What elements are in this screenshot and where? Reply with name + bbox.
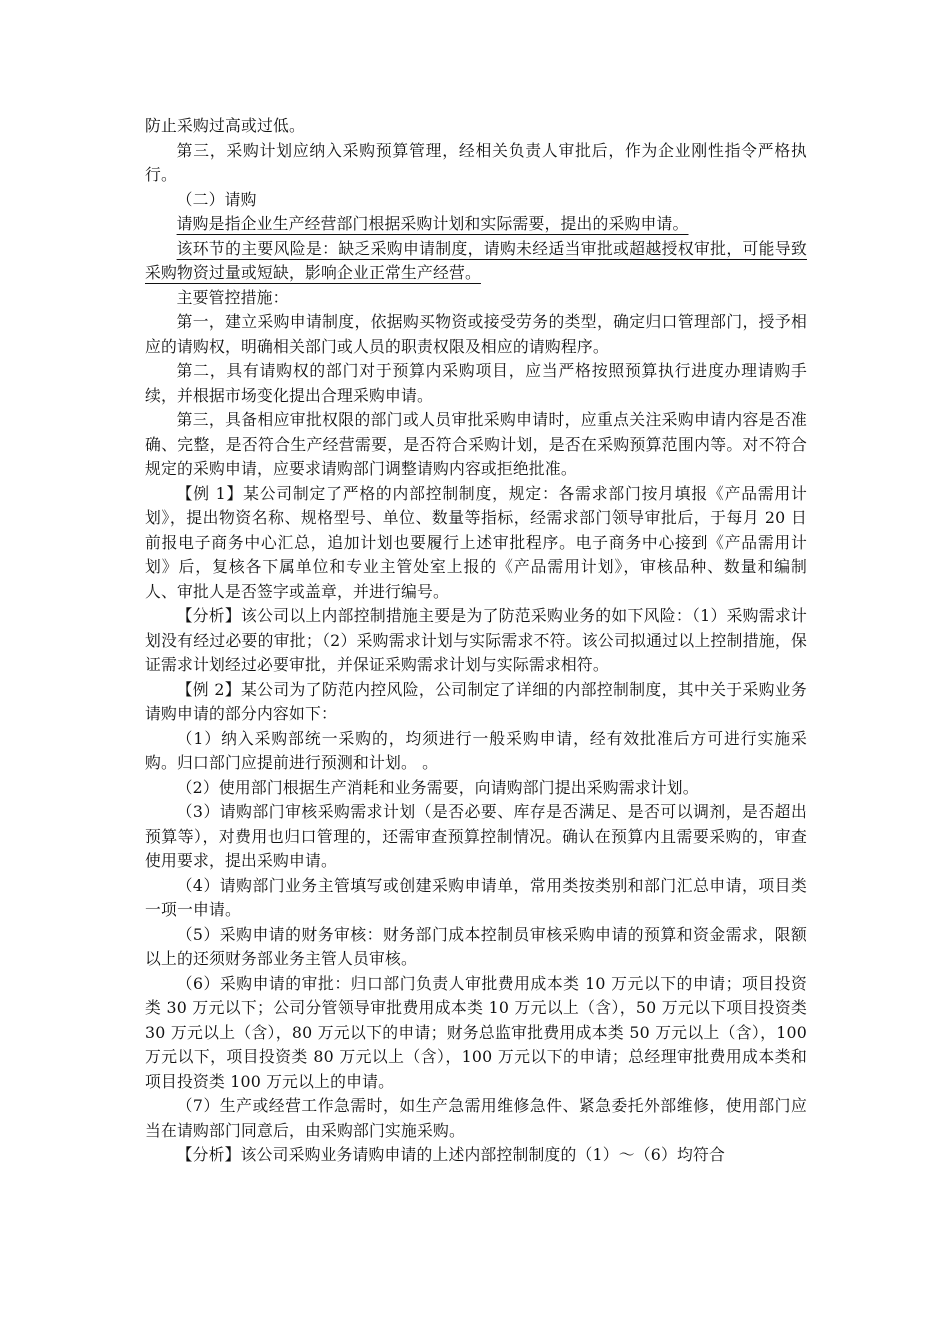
list-item-5: （5）采购申请的财务审核：财务部门成本控制员审核采购申请的预算和资金需求，限额以上的还须财务部业务主管人员审核。 [145, 924, 807, 968]
list-item-1: （1）纳入采购部统一采购的，均须进行一般采购申请，经有效批准后方可进行实施采购。归口部门应提前进行预测和计划。 。 [145, 728, 807, 772]
section-heading-requisition: （二）请购 [176, 189, 257, 209]
paragraph-third-plan-budget: 第三，采购计划应纳入采购预算管理，经相关负责人审批后，作为企业刚性指令严格执行。 [145, 140, 807, 184]
list-item-2: （2）使用部门根据生产消耗和业务需要，向请购部门提出采购需求计划。 [176, 777, 699, 797]
paragraph-example-1: 【例 1】某公司制定了严格的内部控制制度，规定：各需求部门按月填报《产品需用计划》，提出物资名称、规格型号、单位、数量等指标，经需求部门领导审批后，于每月 20 日前报电子商务中心汇总，追加计划也要履行上述审批程序。电子商务中心接到《产品需用计划》后，复核各下属单位和专业主管处室上报的《产品需用计划》，审核品种、数量和编制人、审批人是否签字或盖章，并进行编号。 [145, 483, 807, 601]
paragraph-control-measures-heading: 主要管控措施： [176, 287, 289, 307]
paragraph-analysis-1: 【分析】该公司以上内部控制措施主要是为了防范采购业务的如下风险：（1）采购需求计划没有经过必要的审批；（2）采购需求计划与实际需求不符。该公司拟通过以上控制措施，保证需求计划经过必要审批，并保证采购需求计划与实际需求相符。 [145, 606, 807, 674]
paragraph-measure-first: 第一，建立采购申请制度，依据购买物资或接受劳务的类型，确定归口管理部门，授予相应的请购权，明确相关部门或人员的职责权限及相应的请购程序。 [145, 312, 807, 356]
paragraph-requisition-definition: 请购是指企业生产经营部门根据采购计划和实际需要，提出的采购申请。 [176, 214, 689, 233]
list-item-4: （4）请购部门业务主管填写或创建采购申请单，常用类按类别和部门汇总申请，项目类一项一申请。 [145, 875, 807, 919]
paragraph-measure-third: 第三，具备相应审批权限的部门或人员审批采购申请时，应重点关注采购申请内容是否准确、完整，是否符合生产经营需要，是否符合采购计划，是否在采购预算范围内等。对不符合规定的采购申请，应要求请购部门调整请购内容或拒绝批准。 [145, 410, 807, 478]
paragraph-example-2: 【例 2】某公司为了防范内控风险，公司制定了详细的内部控制制度，其中关于采购业务请购申请的部分内容如下： [145, 679, 807, 723]
document-body [145, 114, 807, 1168]
paragraph-analysis-2: 【分析】该公司采购业务请购申请的上述内部控制制度的（1）～（6）均符合 [176, 1145, 725, 1164]
list-item-7: （7）生产或经营工作急需时，如生产急需用维修急件、紧急委托外部维修，使用部门应当在请购部门同意后，由采购部门实施采购。 [145, 1096, 807, 1140]
paragraph-measure-second: 第二，具有请购权的部门对于预算内采购项目，应当严格按照预算执行进度办理请购手续，并根据市场变化提出合理采购申请。 [145, 361, 807, 405]
list-item-3: （3）请购部门审核采购需求计划（是否必要、库存是否满足、是否可以调剂，是否超出预算等），对费用也归口管理的，还需审查预算控制情况。确认在预算内且需要采购的，审查使用要求，提出采购申请。 [145, 802, 807, 870]
paragraph-continuation: 防止采购过高或过低。 [145, 116, 305, 135]
list-item-6: （6）采购申请的审批：归口部门负责人审批费用成本类 10 万元以下的申请；项目投资类 30 万元以下；公司分管领导审批费用成本类 10 万元以上（含），50 万元以下项目投资类 30 万元以上（含），80 万元以下的申请；财务总监审批费用成本类 50 万元以上（含），100 万元以下，项目投资类 80 万元以上（含），100 万元以下的申请；总经理审批费用成本类和项目投资类 100 万元以上的申请。 [145, 973, 807, 1091]
paragraph-main-risk: 该环节的主要风险是：缺乏采购申请制度，请购未经适当审批或超越授权审批，可能导致采购物资过量或短缺，影响企业正常生产经营。 [145, 238, 807, 282]
